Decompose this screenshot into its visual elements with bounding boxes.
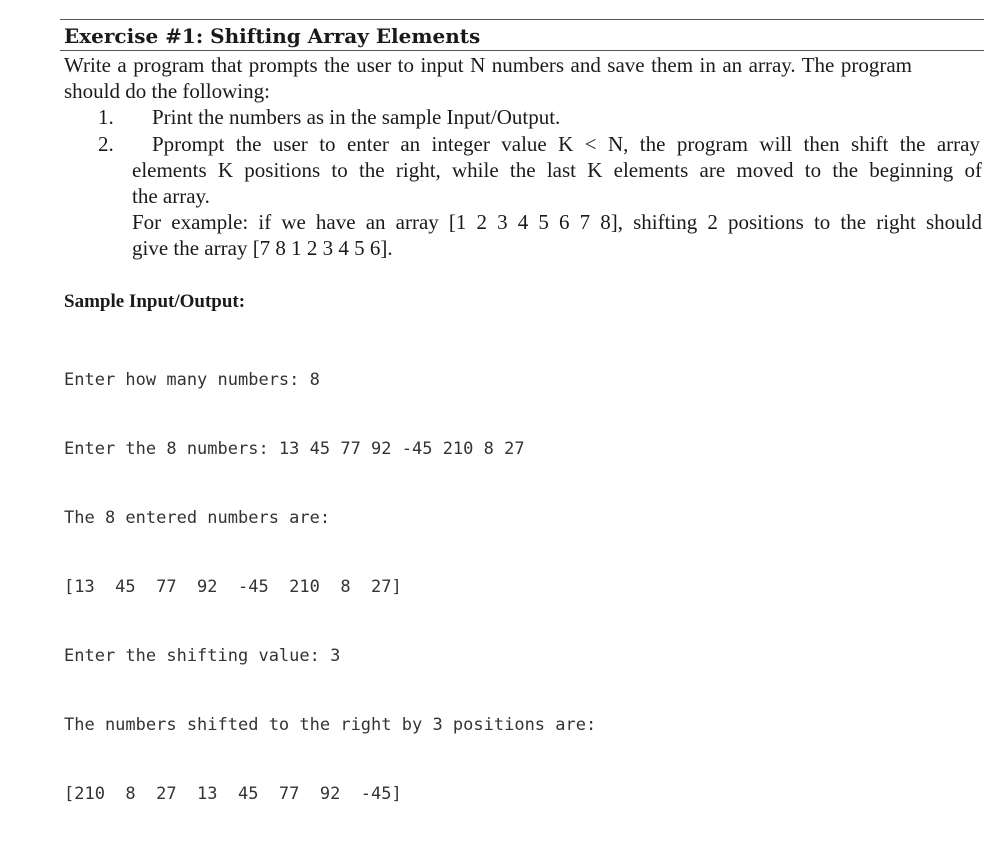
console-line: [13 45 77 92 -45 210 8 27] [64, 577, 402, 597]
top-rule [60, 19, 984, 20]
console-line: [210 8 27 13 45 77 92 -45] [64, 784, 402, 804]
console-line: Enter the shifting value: 3 [64, 646, 341, 666]
console-line: Enter the 8 numbers: 13 45 77 92 -45 210 8 27 [64, 439, 525, 459]
list-item-text: elements K positions to the right, while the last K elements are moved to the beginning of [132, 158, 982, 182]
sample-heading: Sample Input/Output: [64, 291, 246, 312]
list-item-text: Pprompt the user to enter an integer value K < N, the program will then shift the array [152, 132, 980, 156]
console-line: Enter how many numbers: 8 [64, 370, 320, 390]
list-item-text: the array. [132, 184, 210, 208]
console-line: The 8 entered numbers are: [64, 508, 331, 528]
sample-console-output [64, 323, 596, 852]
console-line: The numbers shifted to the right by 3 positions are: [64, 715, 597, 735]
exercise-title: Exercise #1: Shifting Array Elements [64, 24, 481, 48]
intro-line-1: Write a program that prompts the user to input N numbers and save them in an array. The program [64, 53, 912, 77]
title-rule [60, 50, 984, 51]
list-item-number: 2. [98, 132, 114, 156]
list-item-text: give the array [7 8 1 2 3 4 5 6]. [132, 236, 393, 260]
list-item-text: Print the numbers as in the sample Input/Output. [152, 105, 561, 129]
list-item-text: For example: if we have an array [1 2 3 4 5 6 7 8], shifting 2 positions to the right should [132, 210, 982, 234]
intro-line-2: should do the following: [64, 79, 270, 103]
list-item-number: 1. [98, 105, 114, 129]
